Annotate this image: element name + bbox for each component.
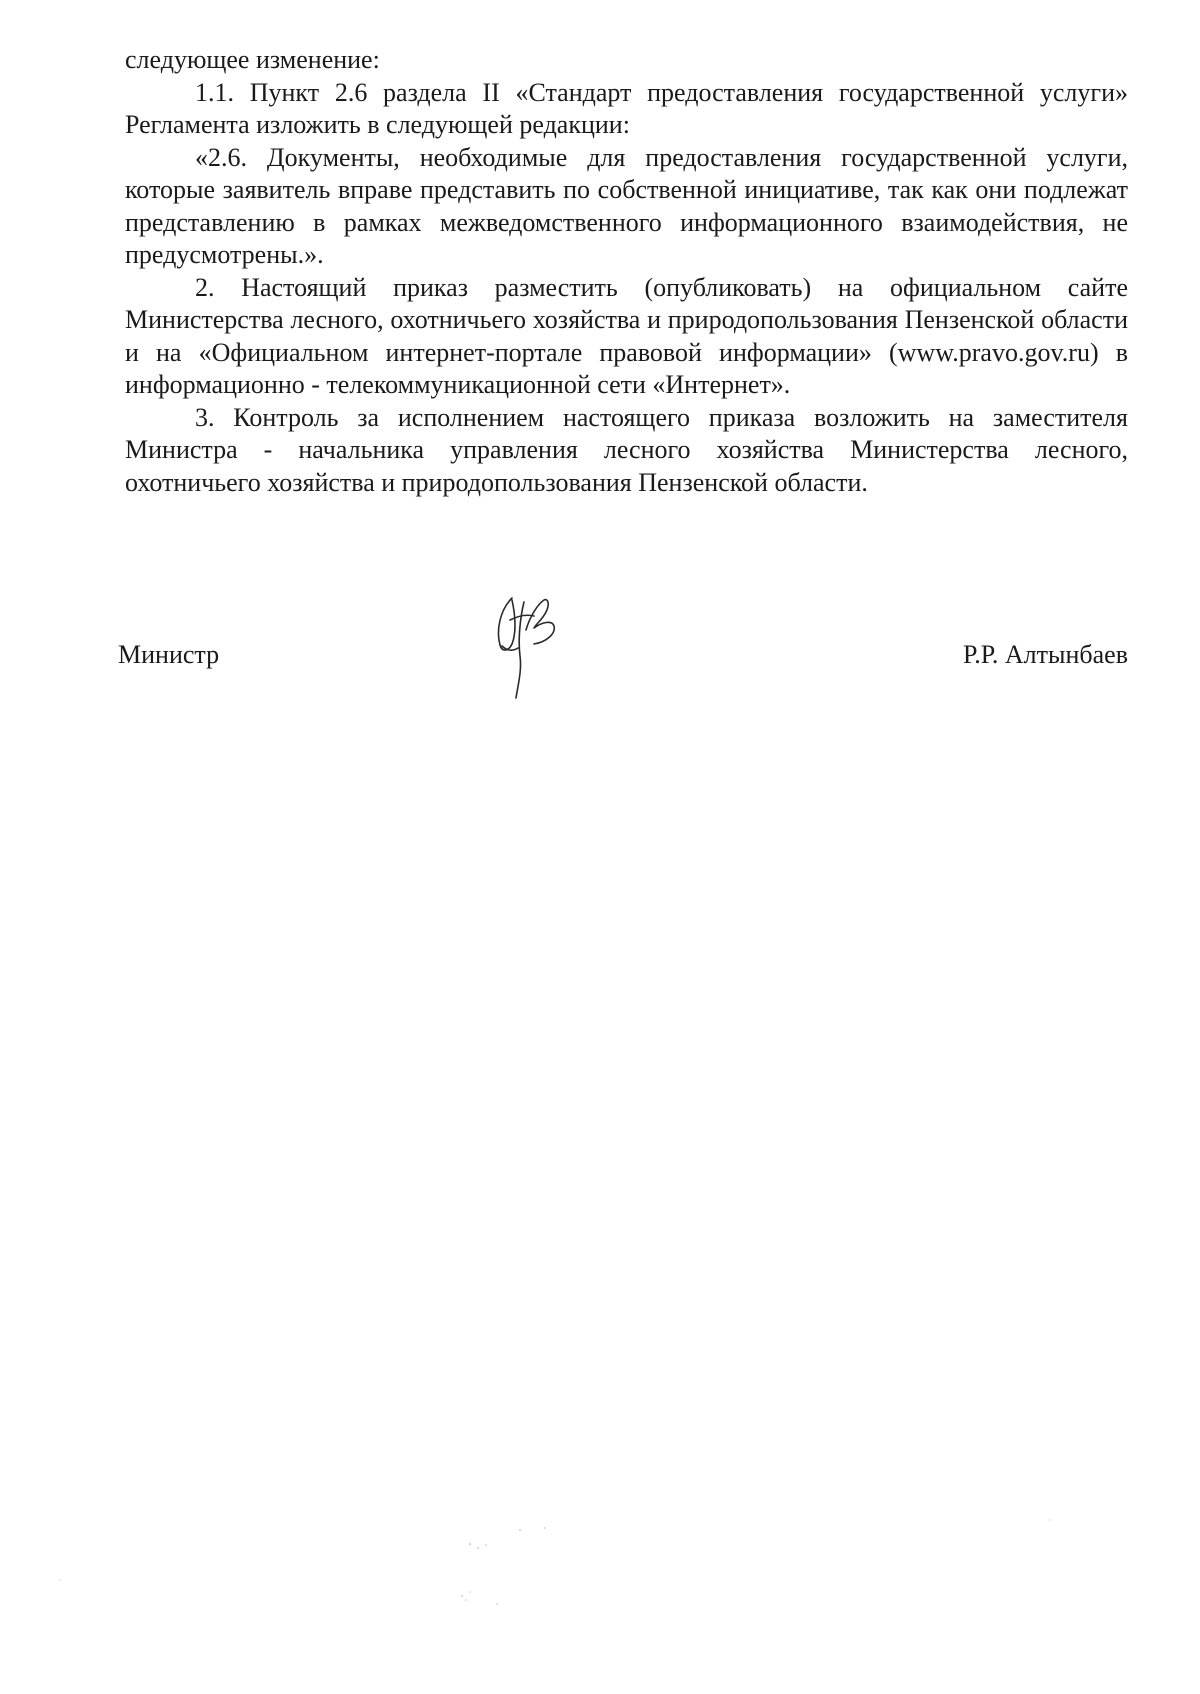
- paragraph-1-1: 1.1. Пункт 2.6 раздела II «Стандарт предоставления государственной услуги» Регламента изложить в следующей редакции:: [125, 77, 1128, 139]
- paragraph-3: 3. Контроль за исполнением настоящего приказа возложить на заместителя Министра - начальника управления лесного хозяйства Министерства лесного, охотничьего хозяйства и природопользования Пензенской области.: [125, 402, 1128, 497]
- document-body: [125, 44, 1128, 499]
- signer-position: Министр: [118, 640, 220, 669]
- paragraph-continuation: следующее изменение:: [125, 45, 380, 74]
- signer-name: Р.Р. Алтынбаев: [962, 640, 1128, 669]
- paragraph-quoted-2-6: «2.6. Документы, необходимые для предоставления государственной услуги, которые заявитель вправе представить по собственной инициативе, так как они подлежат представлению в рамках межведомственного информационного взаимодействия, не предусмотрены.».: [125, 142, 1128, 269]
- paragraph-2: 2. Настоящий приказ разместить (опубликовать) на официальном сайте Министерства лесного, охотничьего хозяйства и природопользования Пензенской области и на «Официальном интернет-портале правовой информации» (www.pravo.gov.ru) в информационно - телекоммуникационной сети «Интернет».: [125, 272, 1128, 399]
- signature-block: [118, 640, 1128, 680]
